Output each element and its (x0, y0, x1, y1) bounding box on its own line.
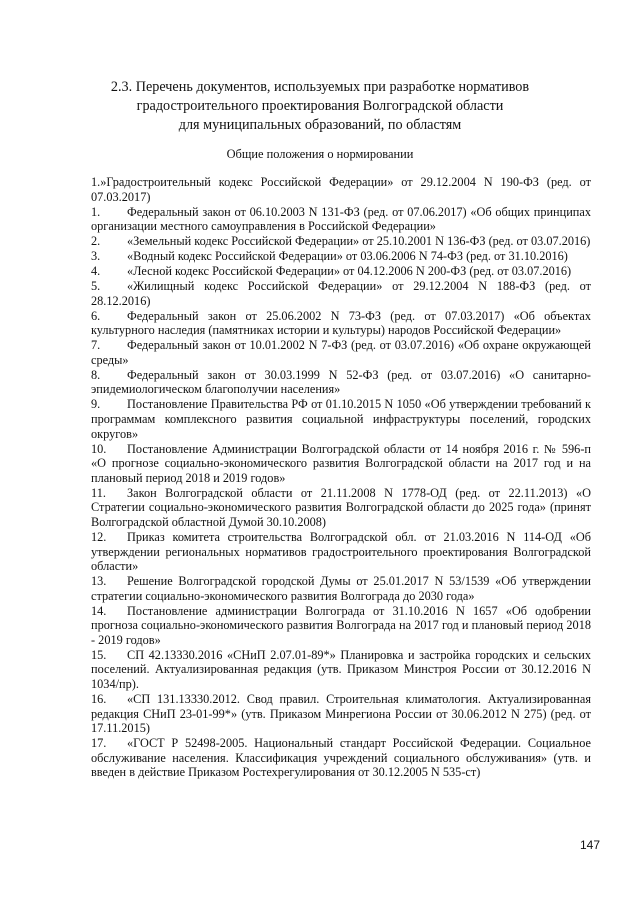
item-text: Федеральный закон от 30.03.1999 N 52-ФЗ (ред. от 03.07.2016) «О санитарно-эпидемиологическом благополучии населения» (91, 367, 591, 397)
item-number: 13. (91, 574, 107, 589)
item-text: «ГОСТ Р 52498-2005. Национальный стандарт Российской Федерации. Социальное обслуживание населения. Классификация учреждений социального обслуживания» (утв. и введен в действие Приказом Ростехрегулирования от 30.12.2005 N 535-ст) (91, 736, 591, 780)
item-number: 5. (91, 279, 101, 294)
item-number: 1. (91, 204, 101, 219)
page-number: 147 (579, 838, 600, 852)
item-number: 7. (91, 338, 101, 353)
item-text: Закон Волгоградской области от 21.11.2008 N 1778-ОД (ред. от 22.11.2013) «О Стратегии социально-экономического развития Волгоградской области до 2025 года» (принят Волгоградской областной Думой 30.10.2008) (91, 485, 591, 529)
list-item (91, 692, 591, 736)
item-text: Федеральный закон от 10.01.2002 N 7-ФЗ (ред. от 03.07.2016) «Об охране окружающей среды» (91, 338, 591, 367)
list-item (91, 205, 591, 234)
list-item (91, 249, 591, 264)
list-item (91, 442, 591, 486)
item-number: 17. (91, 736, 107, 751)
section-subtitle: Общие положения о нормировании (226, 147, 414, 161)
item-number: 6. (91, 308, 101, 323)
section-title-line: 2.3. Перечень документов, используемых при разработке нормативов (110, 79, 530, 95)
section-title-line: для муниципальных образований, по областям (178, 117, 462, 133)
item-text: Градостроительный кодекс Российской Федерации» от 29.12.2004 N 190-ФЗ (ред. от 07.03.2017) (91, 175, 591, 204)
item-text: Постановление Правительства РФ от 01.10.2015 N 1050 «Об утверждении требований к программам комплексного развития социальной инфраструктуры поселений, городских округов» (91, 397, 591, 441)
item-number: 16. (91, 692, 107, 707)
list-item (91, 338, 591, 367)
item-number: 10. (91, 441, 107, 456)
item-number: 11. (91, 485, 106, 500)
item-number: 4. (91, 264, 101, 279)
item-text: Постановление Администрации Волгоградской области от 14 ноября 2016 г. № 596-п «О прогнозе социально-экономического развития Волгоградской области на 2017 год и на плановый период 2018 и 2019 годов» (91, 441, 591, 485)
item-text: «Жилищный кодекс Российской Федерации» от 29.12.2004 N 188-ФЗ (ред. от 28.12.2016) (91, 279, 591, 308)
item-number: 15. (91, 647, 107, 662)
document-list (91, 175, 591, 780)
section-title (60, 78, 580, 135)
item-number: 14. (91, 603, 107, 618)
item-text: «Водный кодекс Российской Федерации» от 03.06.2006 N 74-ФЗ (ред. от 31.10.2016) (127, 249, 568, 264)
item-text: «Лесной кодекс Российской Федерации» от 04.12.2006 N 200-ФЗ (ред. от 03.07.2016) (127, 264, 572, 279)
list-item (91, 264, 591, 279)
list-item (91, 648, 591, 692)
item-number: 12. (91, 529, 107, 544)
item-number: 1.» (91, 175, 107, 189)
item-text: «Земельный кодекс Российской Федерации» от 25.10.2001 N 136-ФЗ (ред. от 03.07.2016) (127, 234, 591, 249)
item-text: «СП 131.13330.2012. Свод правил. Строительная климатология. Актуализированная редакция СНиП 23-01-99*» (утв. Приказом Минрегиона России от 30.06.2012 N 275) (ред. от 17.11.2015) (91, 692, 591, 736)
item-text: Федеральный закон от 06.10.2003 N 131-ФЗ (ред. от 07.06.2017) «Об общих принципах организации местного самоуправления в Российской Федерации» (91, 204, 591, 234)
item-text: Решение Волгоградской городской Думы от 25.01.2017 N 53/1539 «Об утверждении стратегии социально-экономического развития Волгограда до 2030 года» (91, 574, 591, 603)
list-item (91, 234, 591, 249)
item-text: Федеральный закон от 25.06.2002 N 73-ФЗ (ред. от 07.03.2017) «Об объектах культурного наследия (памятниках истории и культуры) народов Российской Федерации» (91, 308, 591, 338)
list-item (91, 397, 591, 441)
item-text: Приказ комитета строительства Волгоградской обл. от 21.03.2016 N 114-ОД «Об утверждении региональных нормативов градостроительного проектирования Волгоградской области» (91, 529, 591, 574)
list-item (91, 279, 591, 308)
item-number: 2. (91, 234, 101, 249)
list-item (91, 736, 591, 780)
list-item (91, 530, 591, 574)
list-item (91, 486, 591, 530)
list-item (91, 574, 591, 603)
list-item (91, 604, 591, 648)
section-title-line: градостроительного проектирования Волгоградской области (136, 98, 504, 114)
item-number: 9. (91, 397, 101, 412)
item-text: СП 42.13330.2016 «СНиП 2.07.01-89*» Планировка и застройка городских и сельских поселений. Актуализированная редакция (утв. Приказом Минстроя России от 30.12.2016 N 1034/пр). (91, 647, 591, 692)
item-text: Постановление администрации Волгограда от 31.10.2016 N 1657 «Об одобрении прогноза социально-экономического развития Волгограда на 2017 год и плановый период 2018 - 2019 годов» (91, 603, 591, 647)
item-number: 8. (91, 367, 101, 382)
item-number: 3. (91, 249, 101, 264)
list-item (91, 175, 591, 204)
list-item (91, 309, 591, 338)
list-item (91, 368, 591, 397)
